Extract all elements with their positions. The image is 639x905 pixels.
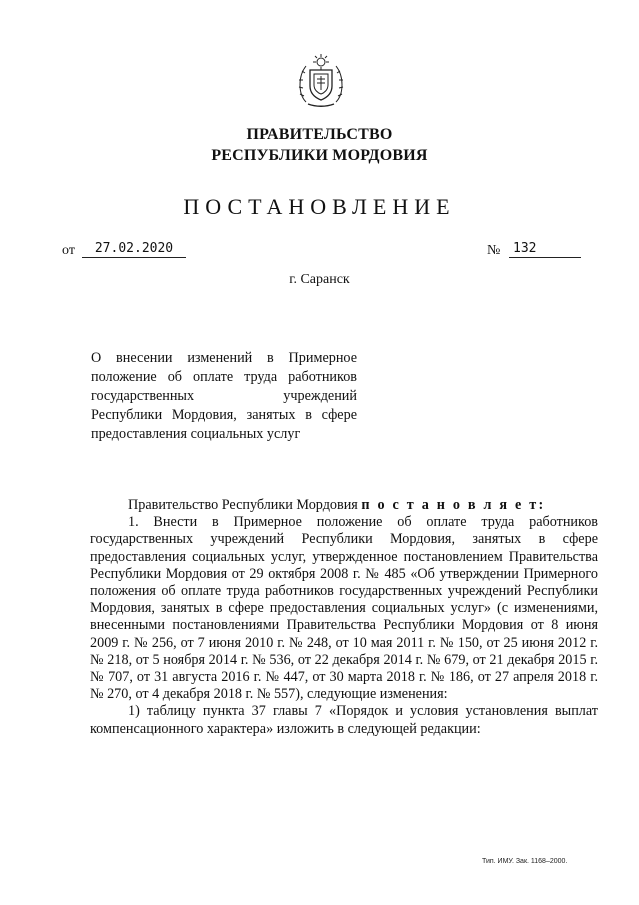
city-label: г. Саранск: [289, 272, 350, 287]
document-body: [90, 497, 598, 738]
document-subject: [91, 349, 357, 444]
number-prefix: №: [487, 243, 501, 258]
subject-line: положение об оплате труда работников: [91, 369, 357, 385]
intro-emphasis: п о с т а н о в л я е т:: [361, 497, 546, 513]
subject-line: предоставления социальных услуг: [91, 426, 301, 442]
org-name-line2: РЕСПУБЛИКИ МОРДОВИЯ: [211, 147, 428, 164]
intro-paragraph: [90, 497, 598, 514]
print-mark: Тип. ИМУ. Зак. 1168–2000.: [482, 858, 568, 865]
subject-line: государственных учреждений: [91, 388, 357, 404]
paragraph-1: 1. Внести в Примерное положение об оплате труда работников государственных учреждений Республики Мордовия, занятых в сфере предоставления социальных услуг, утвержденное постановлением Правительства Республики Мордовия от 29 октября 2008 г. № 485 «Об утверждении Примерного положения об оплате труда работников государственных учреждений Республики Мордовия, занятых в сфере предоставления социальных услуг» (с изменениями, внесенными постановлениями Правительства Республики Мордовия от 8 июня 2009 г. № 256, от 7 июня 2010 г. № 248, от 10 мая 2011 г. № 150, от 25 июня 2012 г. № 218, от 5 ноября 2014 г. № 536, от 22 декабря 2014 г. № 679, от 21 декабря 2015 г. № 707, от 31 августа 2016 г. № 447, от 30 марта 2018 г. № 186, от 27 апреля 2018 г. № 270, от 4 декабря 2018 г. № 557), следующие изменения:: [90, 514, 598, 703]
subject-line: Республики Мордовия, занятых в сфере: [91, 407, 357, 423]
number-value: 132: [509, 241, 581, 258]
paragraph-2: 1) таблицу пункта 37 главы 7 «Порядок и условия установления выплат компенсационного характера» изложить в следующей редакции:: [90, 703, 598, 737]
org-name-line1: ПРАВИТЕЛЬСТВО: [246, 126, 393, 143]
subject-line: О внесении изменений в Примерное: [91, 350, 357, 366]
coat-of-arms-icon: [296, 52, 346, 110]
date-value: 27.02.2020: [82, 241, 186, 258]
intro-text: Правительство Республики Мордовия: [128, 497, 358, 513]
number-field: [487, 241, 537, 259]
document-type-title: ПОСТАНОВЛЕНИЕ: [183, 194, 456, 219]
date-prefix: от: [62, 243, 75, 258]
date-field: [62, 241, 174, 259]
